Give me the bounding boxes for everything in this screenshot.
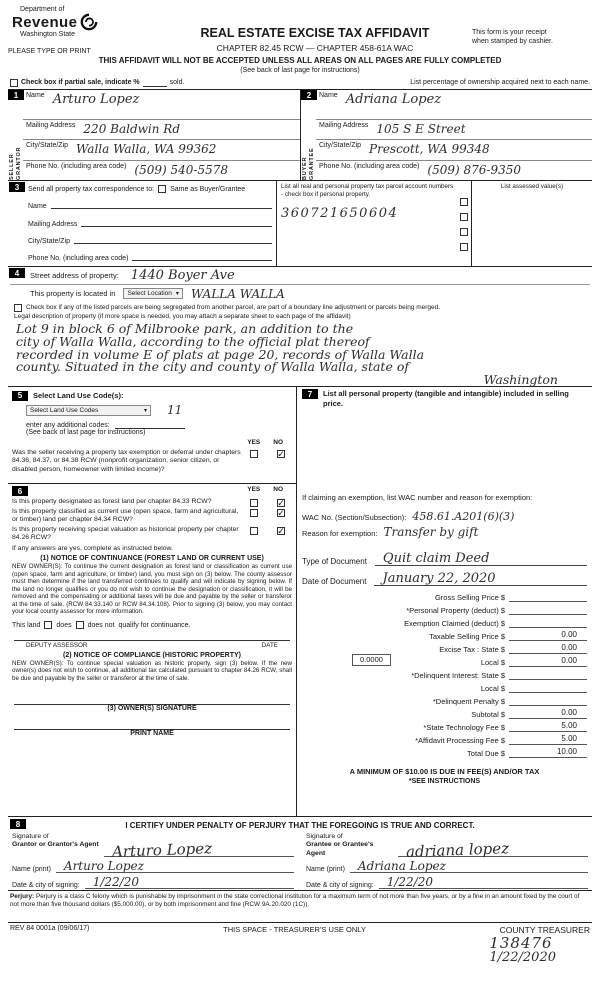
seller-citystatezip-value[interactable]: Walla Walla, WA 99362 [76, 142, 217, 157]
legal-description-area[interactable] [10, 323, 590, 387]
state-technology-fee-field[interactable]: 5.00 [509, 720, 587, 732]
wac-number-value[interactable]: 458.61.A201(6)(3) [412, 509, 515, 523]
land-use-code-select[interactable]: Select Land Use Codes ▾ [26, 405, 151, 416]
notice-compliance-body: NEW OWNER(S): To continue special valuation as historic property, sign (3) below. If the new owner(s) does not wish to continue, all additional tax calculated pursuant to chapter 84.26 RCW, shall be due and payable by the seller or transferor at the time of sale. [12, 659, 292, 682]
wac-number-label: WAC No. (Section/Subsection): [302, 512, 407, 522]
grantor-name-print-label: Name (print) [12, 866, 51, 873]
perjury-notice [8, 891, 592, 922]
seller-address-row [23, 120, 300, 140]
section-8 [8, 817, 592, 891]
seller-name-label: Name [26, 92, 45, 99]
perjury-lead: Perjury: [10, 893, 35, 900]
warning-line: THIS AFFIDAVIT WILL NOT BE ACCEPTED UNLESS ALL AREAS ON ALL PAGES ARE FULLY COMPLETED [98, 56, 502, 65]
print-name-line[interactable] [14, 720, 290, 730]
location-select[interactable]: Select Location ▾ [123, 288, 182, 299]
partial-percent-field[interactable] [143, 79, 167, 87]
does-label: does [56, 621, 72, 629]
treasurer-stamp [489, 936, 556, 964]
grantee-agent-label: Grantee or Grantee's Agent [306, 841, 374, 857]
chevron-down-icon: ▾ [175, 291, 179, 297]
historic-yes-checkbox[interactable] [250, 527, 258, 535]
form-header [8, 4, 592, 56]
s5-no-checkbox[interactable]: ✓ [277, 449, 285, 459]
chapter-line: CHAPTER 82.45 RCW — CHAPTER 458-61A WAC [216, 43, 414, 53]
personal-property-deduct-field[interactable] [509, 603, 587, 615]
s6-yes-no-header: YES NO [247, 486, 283, 493]
section-3-number: 3 [9, 182, 25, 192]
current-use-yes-checkbox[interactable] [250, 509, 258, 517]
correspondence-phone-label: Phone No. (including area code) [28, 255, 129, 262]
correspondence-name-label: Name [28, 203, 47, 211]
legal-description-line: city of Walla Walla, according to the official plat thereof [16, 333, 370, 349]
seller-section [8, 90, 300, 180]
historic-no-checkbox[interactable]: ✓ [277, 525, 285, 536]
taxable-selling-price-field[interactable]: 0.00 [509, 629, 587, 641]
seller-phone-value[interactable]: (509) 540-5578 [134, 162, 228, 177]
buyer-phone-label: Phone No. (including area code) [319, 162, 420, 170]
exemption-claimed-field[interactable] [509, 616, 587, 628]
exemption-reason-value[interactable]: Transfer by gift [383, 524, 479, 539]
document-type-value[interactable]: Quit claim Deed [375, 552, 587, 566]
grantee-name-print-label: Name (print) [306, 866, 345, 873]
location-value[interactable]: WALLA WALLA [190, 286, 285, 301]
land-use-title: Select Land Use Code(s): [33, 391, 124, 400]
mid-sections-row [8, 387, 592, 817]
personal-property-checkbox-3[interactable] [460, 228, 468, 236]
legal-description-line: recorded in volume E of plats at page 20, records of Walla Walla [16, 346, 425, 362]
section5-see-back: (See back of last page for instructions) [26, 429, 146, 436]
seller-phone-label: Phone No. (including area code) [26, 162, 127, 170]
section-5-number: 5 [12, 391, 28, 401]
tax-correspondence-block [8, 181, 276, 266]
buyer-side-label: BUYER GRANTEE [302, 147, 315, 180]
excise-tax-local-field[interactable]: 0.00 [509, 655, 587, 667]
parcel-number-value[interactable]: 360721650604 [281, 206, 399, 222]
date-label: DATE [261, 641, 278, 649]
county-treasurer-label: COUNTY TREASURER [499, 925, 590, 935]
street-address-label: Street address of property: [30, 271, 119, 280]
question-current-use: Is this property classified as current use (open space, farm and agricultural, or timber) land per chapter 84.34 RCW? [12, 508, 239, 524]
delinquent-interest-state-field[interactable] [509, 668, 587, 680]
grantor-signing-block [12, 833, 294, 889]
grantor-agent-label: Grantor or Grantor's Agent [12, 841, 99, 849]
legal-description-line: county. Situated in the city and county of Walla Walla, state of [16, 359, 409, 375]
deputy-assessor-signature-line[interactable] [14, 631, 290, 641]
same-as-buyer-label: Same as Buyer/Grantee [170, 185, 246, 193]
if-yes-note: If any answers are yes, complete as instructed below. [12, 544, 173, 552]
grantee-date-city-label: Date & city of signing: [306, 882, 374, 889]
legal-description-label: Legal description of property (if more space is needed, you may attach a separate sheet to each page of the affidavit) [14, 313, 351, 320]
buyer-address-value[interactable]: 105 S E Street [376, 122, 466, 136]
correspondence-address-field[interactable] [81, 219, 272, 227]
partial-sale-label: Check box if partial sale, indicate % [21, 79, 140, 86]
perjury-body: Perjury is a class C felony which is punishable by imprisonment in the state correctional institution for a maximum term of not more than five years, or by a fine in an amount fixed by the court of not more than five thousand dollars ($5,000.00), or by both imprisonment and fine (RCW 9A.20.020 (1C)). [10, 893, 580, 909]
buyer-name-row [316, 90, 592, 120]
treasurer-date: 1/22/2020 [489, 950, 556, 965]
receipt-note: This form is your receipt when stamped by cashier. [472, 29, 553, 46]
page-title: REAL ESTATE EXCISE TAX AFFIDAVIT [200, 26, 430, 40]
treasurer-space-label: THIS SPACE - TREASURER'S USE ONLY [223, 925, 366, 934]
s5-yes-checkbox[interactable] [250, 450, 258, 458]
personal-property-checkbox-4[interactable] [460, 243, 468, 251]
correspondence-address-label: Mailing Address [28, 220, 78, 228]
buyer-citystatezip-value[interactable]: Prescott, WA 99348 [369, 142, 490, 157]
buyer-phone-value[interactable]: (509) 876-9350 [427, 162, 521, 177]
grantor-date-value[interactable]: 1/22/20 [85, 876, 294, 889]
seller-address-label: Mailing Address [26, 122, 76, 129]
owners-signature-label: (3) OWNER(S) SIGNATURE [107, 704, 197, 712]
current-use-no-checkbox[interactable]: ✓ [277, 508, 285, 518]
seller-phone-row [23, 161, 300, 180]
correspondence-name-field[interactable] [51, 201, 272, 209]
notice-continuance-title: (1) NOTICE OF CONTINUANCE (FOREST LAND OR CURRENT USE) [40, 554, 264, 562]
grantee-signature: adriana lopez [405, 839, 510, 861]
ownership-note: List percentage of ownership acquired next to each name. [410, 79, 590, 86]
does-not-label: does not [87, 621, 115, 629]
seller-name-value[interactable]: Arturo Lopez [52, 92, 140, 107]
section-7-number: 7 [302, 389, 318, 399]
street-address-value[interactable]: 1440 Boyer Ave [130, 268, 235, 283]
grantee-date-value[interactable]: 1/22/20 [379, 876, 588, 889]
additional-codes-field[interactable] [115, 421, 185, 429]
subtotal-field[interactable]: 0.00 [509, 707, 587, 719]
owners-signature-line[interactable] [14, 695, 290, 705]
personal-property-label: List all personal property (tangible and intangible) included in selling price. [323, 389, 569, 408]
minimum-due-note: A MINIMUM OF $10.00 IS DUE IN FEE(S) AND/OR TAX [349, 766, 540, 776]
same-as-buyer-checkbox[interactable] [158, 185, 166, 193]
seller-name-row [23, 90, 300, 120]
s5-exemption-question: Was the seller receiving a property tax exemption or deferral under chapters 84.36, 84.37, or 84.38 RCW (nonprofit organization, senior citizen, or disabled person, homeowner with limited income)? [12, 449, 241, 473]
buyer-name-value[interactable]: Adriana Lopez [345, 92, 442, 107]
s5-yes-no-header: YES NO [247, 439, 283, 446]
section-3 [8, 181, 592, 267]
legal-description-line: Lot 9 in block 6 of Milbrooke park, an addition to the [16, 321, 354, 336]
land-use-code-value[interactable]: 11 [167, 403, 183, 417]
see-instructions-note: *SEE INSTRUCTIONS [408, 777, 481, 785]
land-does-checkbox[interactable] [44, 621, 52, 629]
deputy-assessor-label: DEPUTY ASSESSOR [26, 641, 88, 649]
section-4-number: 4 [9, 268, 25, 278]
total-due-field[interactable]: 10.00 [509, 746, 587, 758]
personal-property-blank-area[interactable] [302, 409, 587, 493]
form-number: REV 84 0001a (09/06/17) [10, 925, 90, 932]
segregated-checkbox[interactable] [14, 304, 22, 312]
grantee-signature-of-label: Signature of [306, 833, 343, 840]
segregated-label: Check box if any of the listed parcels are being segregated from another parcel, are part of a boundary line adjustment or parcels being merged. [26, 304, 441, 311]
please-type-or-print: PLEASE TYPE OR PRINT [8, 48, 91, 55]
seller-side-label: SELLER GRANTOR [9, 146, 22, 180]
send-correspondence-label: Send all property tax correspondence to: [28, 185, 155, 193]
exemption-intro: If claiming an exemption, list WAC number and reason for exemption: [302, 492, 533, 502]
revenue-swoosh-icon [80, 13, 98, 31]
personal-property-checkboxes [460, 198, 468, 251]
seller-address-value[interactable]: 220 Baldwin Rd [83, 122, 181, 136]
grantee-name-print-value[interactable]: Adriana Lopez [350, 860, 588, 873]
parcel-box-header: List all real and personal property tax parcel account numbers - check box if personal property. [281, 183, 454, 198]
buyer-citystatezip-row [316, 140, 592, 160]
grantor-signature-of-label: Signature of [12, 833, 49, 840]
parties-row [8, 89, 592, 181]
notice-compliance-title: (2) NOTICE OF COMPLIANCE (HISTORIC PROPERTY) [63, 651, 241, 659]
grantor-name-print-value[interactable]: Arturo Lopez [56, 860, 294, 873]
assessed-values-header: List assessed value(s) [500, 183, 564, 190]
section-2-number: 2 [301, 90, 317, 100]
exemption-reason-label: Reason for exemption: [302, 528, 378, 538]
grantor-date-city-label: Date & city of signing: [12, 882, 80, 889]
grantee-signature-field[interactable] [398, 833, 588, 861]
question-forest-land: Is this property designated as forest land per chapter 84.33 RCW? [12, 498, 212, 505]
grantee-signing-block [306, 833, 588, 889]
correspondence-citystatezip-field[interactable] [74, 236, 272, 244]
section-7 [297, 387, 592, 816]
buyer-citystatezip-label: City/State/Zip [319, 142, 362, 150]
section-6 [8, 484, 296, 816]
correspondence-phone-field[interactable] [132, 253, 272, 261]
section-8-number: 8 [10, 819, 26, 829]
section-1-number: 1 [8, 90, 24, 100]
delinquent-interest-local-field[interactable] [509, 681, 587, 693]
logo-washington-state: Washington State [20, 31, 75, 38]
footer [8, 922, 592, 984]
partial-sale-checkbox[interactable] [10, 79, 18, 87]
affidavit-processing-fee-field[interactable]: 5.00 [509, 733, 587, 745]
partial-sold-suffix: sold. [169, 79, 185, 86]
document-date-value[interactable]: January 22, 2020 [374, 572, 587, 586]
correspondence-citystatezip-label: City/State/Zip [28, 237, 71, 245]
buyer-name-label: Name [319, 92, 338, 99]
personal-property-checkbox-1[interactable] [460, 198, 468, 206]
excise-tax-computation: Gross Selling Price $ *Personal Property (deduct) $ Exemption Claimed (deduct) $ Taxable Selling Price $ 0.00 Excise Tax : State $ 0.00 0.0000 Local $ 0.00 *Delinquent Interest: State $ Local $ *Delinquent Penalty $ Subtotal $ 0.00 *State Technology Fee $ 5.00 *Affidavit Processing Fee $ 5.00 Total Due $ 10.00 [302, 589, 587, 758]
chevron-down-icon: ▾ [143, 407, 147, 414]
document-type-label: Type of Document [302, 556, 367, 566]
additional-codes-label: enter any additional codes: [26, 422, 110, 429]
logo-dept-of: Department of [20, 6, 65, 13]
buyer-address-label: Mailing Address [319, 122, 369, 129]
grantor-signature-field[interactable] [104, 833, 294, 861]
personal-property-checkbox-2[interactable] [460, 213, 468, 221]
parcel-numbers-box [276, 181, 472, 266]
notice-continuance-body: NEW OWNER(S): To continue the current designation as forest land or classification as current use (open space, farm and agriculture, or timber) land, you must sign on (3) below. The county assessor must then determine if the land transferred continues to qualify and will indicate by signing below. If the land no longer qualifies or you do not wish to continue the designation or classification, it will be removed and the compensating or additional taxes will be due and payable by the seller or transferor at the time of sale. (RCW 84.33.140 or RCW 84.34.108). Prior to signing (3) below, you may contact your local county assessor for more information. [12, 562, 292, 616]
local-rate-box[interactable]: 0.0000 [352, 654, 391, 666]
buyer-phone-row [316, 161, 592, 180]
treasurer-receipt-number: 138476 [489, 934, 553, 952]
see-back-note: (See back of last page for instructions) [240, 67, 360, 74]
section-4 [8, 267, 592, 387]
partial-sale-row [8, 76, 592, 89]
logo-revenue: Revenue [12, 13, 78, 31]
forest-no-checkbox[interactable]: ✓ [277, 498, 285, 508]
assessed-values-box [472, 181, 592, 266]
print-name-label: PRINT NAME [130, 729, 174, 737]
seller-citystatezip-row [23, 140, 300, 160]
delinquent-penalty-field[interactable] [509, 694, 587, 706]
qualify-label: qualify for continuance. [118, 621, 191, 629]
buyer-address-row [316, 120, 592, 140]
excise-tax-state-field[interactable]: 0.00 [509, 642, 587, 654]
this-land-label: This land [12, 621, 41, 629]
legal-description-line: Washington [483, 372, 558, 388]
section-5 [8, 387, 296, 484]
gross-selling-price-field[interactable] [509, 590, 587, 602]
document-date-label: Date of Document [302, 576, 367, 586]
forest-yes-checkbox[interactable] [250, 499, 258, 507]
located-in-label: This property is located in [30, 289, 116, 298]
certify-statement: I CERTIFY UNDER PENALTY OF PERJURY THAT THE FOREGOING IS TRUE AND CORRECT. [125, 821, 475, 830]
grantor-signature: Arturo Lopez [111, 839, 213, 861]
buyer-section [300, 90, 592, 180]
seller-citystatezip-label: City/State/Zip [26, 142, 69, 150]
land-does-not-checkbox[interactable] [76, 621, 84, 629]
question-historic-property: Is this property receiving special valuation as historical property per chapter 84.26 RCW? [12, 525, 239, 542]
section-6-number: 6 [12, 486, 28, 496]
